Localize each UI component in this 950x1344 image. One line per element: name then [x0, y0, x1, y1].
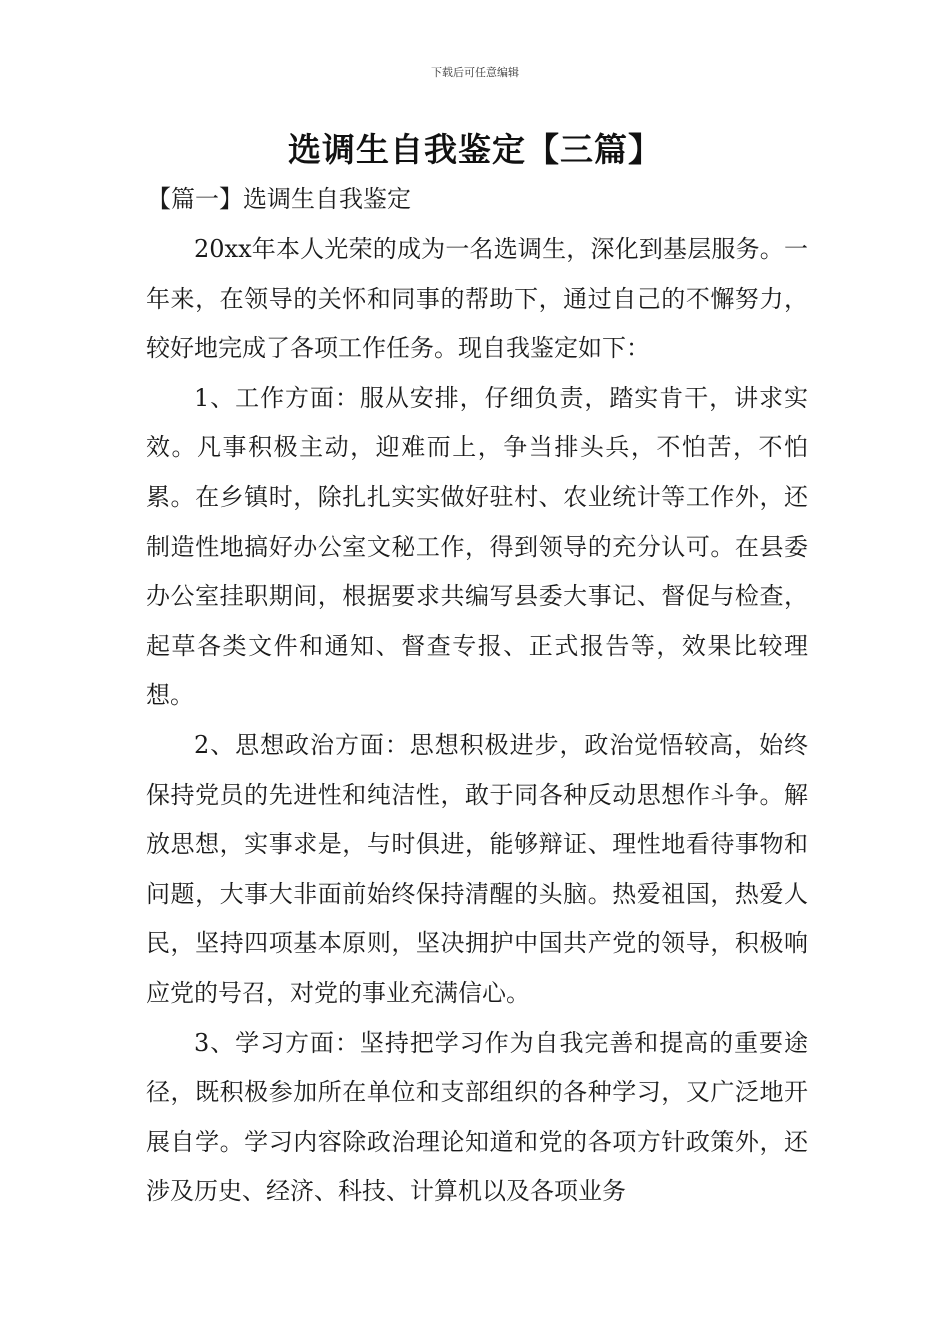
paragraph-work: 1、工作方面：服从安排，仔细负责，踏实肯干，讲求实效。凡事积极主动，迎难而上，争当排头兵，不怕苦，不怕累。在乡镇时，除扎扎实实做好驻村、农业统计等工作外，还制造性地搞好办公室文秘工作，得到领导的充分认可。在县委办公室挂职期间，根据要求共编写县委大事记、督促与检查，起草各类文件和通知、督查专报、正式报告等，效果比较理想。: [146, 383, 808, 710]
document-title: 选调生自我鉴定【三篇】: [288, 130, 662, 169]
paragraph-politics: 2、思想政治方面：思想积极进步，政治觉悟较高，始终保持党员的先进性和纯洁性，敢于同各种反动思想作斗争。解放思想，实事求是，与时俱进，能够辩证、理性地看待事物和问题，大事大非面前始终保持清醒的头脑。热爱祖国，热爱人民，坚持四项基本原则，坚决拥护中国共产党的领导，积极响应党的号召，对党的事业充满信心。: [146, 730, 808, 1007]
paragraph-study: 3、学习方面：坚持把学习作为自我完善和提高的重要途径，既积极参加所在单位和支部组织的各种学习，又广泛地开展自学。学习内容除政治理论知道和党的各项方针政策外，还涉及历史、经济、科技、计算机以及各项业务: [146, 1028, 808, 1206]
header-note: 下载后可任意编辑: [431, 66, 519, 79]
paragraph-intro: 20xx年本人光荣的成为一名选调生，深化到基层服务。一年来，在领导的关怀和同事的帮助下，通过自己的不懈努力，较好地完成了各项工作任务。现自我鉴定如下：: [146, 235, 808, 363]
document-body: [146, 225, 808, 1217]
section-heading: 【篇一】选调生自我鉴定: [147, 185, 411, 213]
